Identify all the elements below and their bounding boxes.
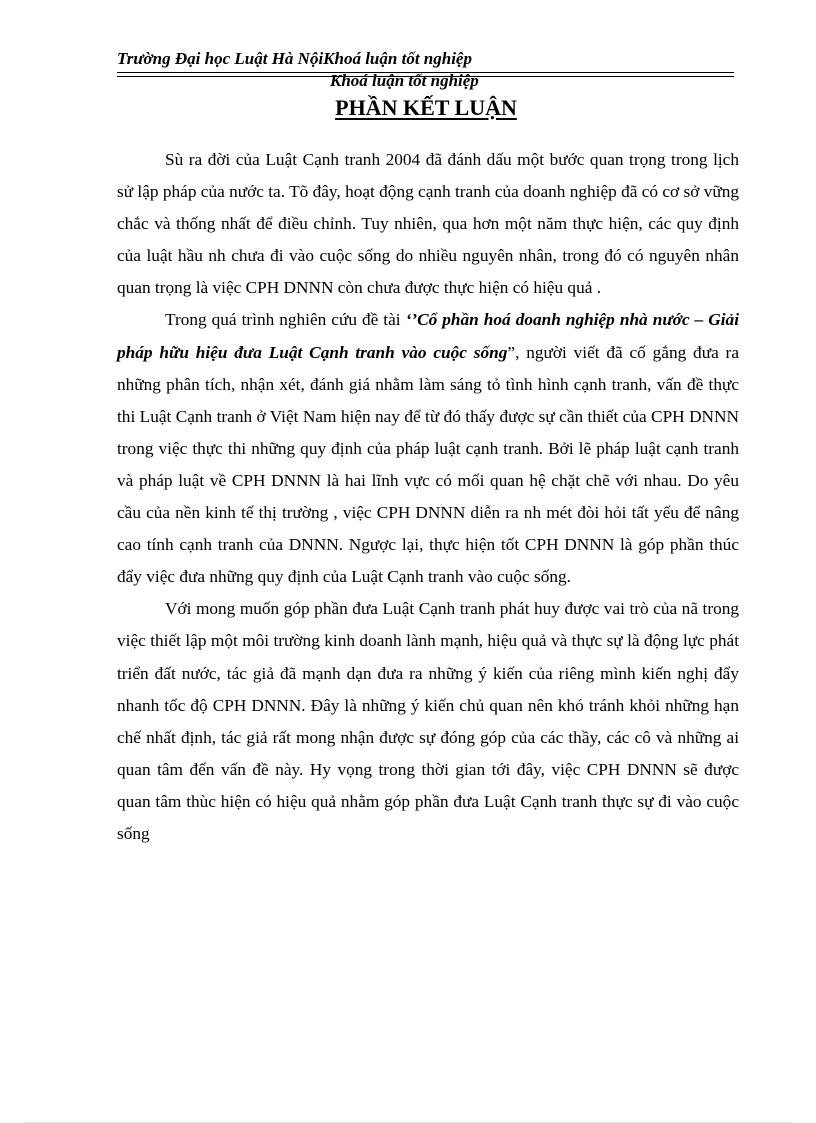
- paragraph-2-intro: Trong quá trình nghiên cứu đề tài: [165, 310, 406, 330]
- document-body: [117, 144, 739, 850]
- paragraph-3: Với mong muốn góp phần đưa Luật Cạnh tranh phát huy được vai trò của nã trong việc thiết lập một môi trường kinh doanh lành mạnh, hiệu quả và thực sự là động lực phát triển đất nước, tác giả đã mạnh dạn đưa ra những ý kiến của riêng mình kiến nghị đẩy nhanh tốc độ CPH DNNN. Đây là những ý kiến chủ quan nên khó tránh khỏi những hạn chế nhất định, tác giả rất mong nhận được sự đóng góp của các thầy, các cô và những ai quan tâm đến vấn đề này. Hy vọng trong thời gian tới đây, việc CPH DNNN sẽ được quan tâm thùc hiện có hiệu quả nhằm góp phần đưa Luật Cạnh tranh thực sự đi vào cuộc sống: [117, 599, 739, 843]
- running-header-subtitle: Khoá luận tốt nghiệp: [330, 71, 479, 90]
- paragraph-2: [117, 304, 739, 593]
- paragraph-2-rest: ”, người viết đã cố gắng đưa ra những phân tích, nhận xét, đánh giá nhằm làm sáng tỏ tình hình cạnh tranh, vấn đề thực thi Luật Cạnh tranh ở Việt Nam hiện nay để từ đó thấy được sự cần thiết của CPH DNNN trong việc thực thi những quy định của pháp luật cạnh tranh. Bởi lẽ pháp luật cạnh tranh và pháp luật về CPH DNNN là hai lĩnh vực có mối quan hệ chặt chẽ với nhau. Do yêu cầu của nền kinh tế thị trường , việc CPH DNNN diễn ra nh mét đòi hỏi tất yếu để nâng cao tính cạnh tranh của DNNN. Ngược lại, thực hiện tốt CPH DNNN là góp phần thúc đẩy việc đưa những quy định của Luật Cạnh tranh vào cuộc sống.: [117, 342, 739, 587]
- paragraph-1: Sù ra đời của Luật Cạnh tranh 2004 đã đánh dấu một bước quan trọng trong lịch sử lập pháp của nước ta. Tõ đây, hoạt động cạnh tranh của doanh nghiệp đã có cơ sở vững chắc và thống nhất để điều chỉnh. Tuy nhiên, qua hơn một năm thực hiện, các quy định của luật hầu nh chưa đi vào cuộc sống do nhiều nguyên nhân, trong đó có nguyên nhân quan trọng là việc CPH DNNN còn chưa được thực hiện có hiệu quả .: [117, 150, 739, 298]
- page-title: PHẦN KẾT LUẬN: [335, 95, 517, 120]
- thesis-title-emphasis: ‘’Cổ phần hoá doanh nghiệp nhà nước – Giải pháp hữu hiệu đưa Luật Cạnh tranh vào cuộc sống: [117, 310, 739, 362]
- running-header-title: Trường Đại học Luật Hà NộiKhoá luận tốt nghiệp: [117, 49, 472, 68]
